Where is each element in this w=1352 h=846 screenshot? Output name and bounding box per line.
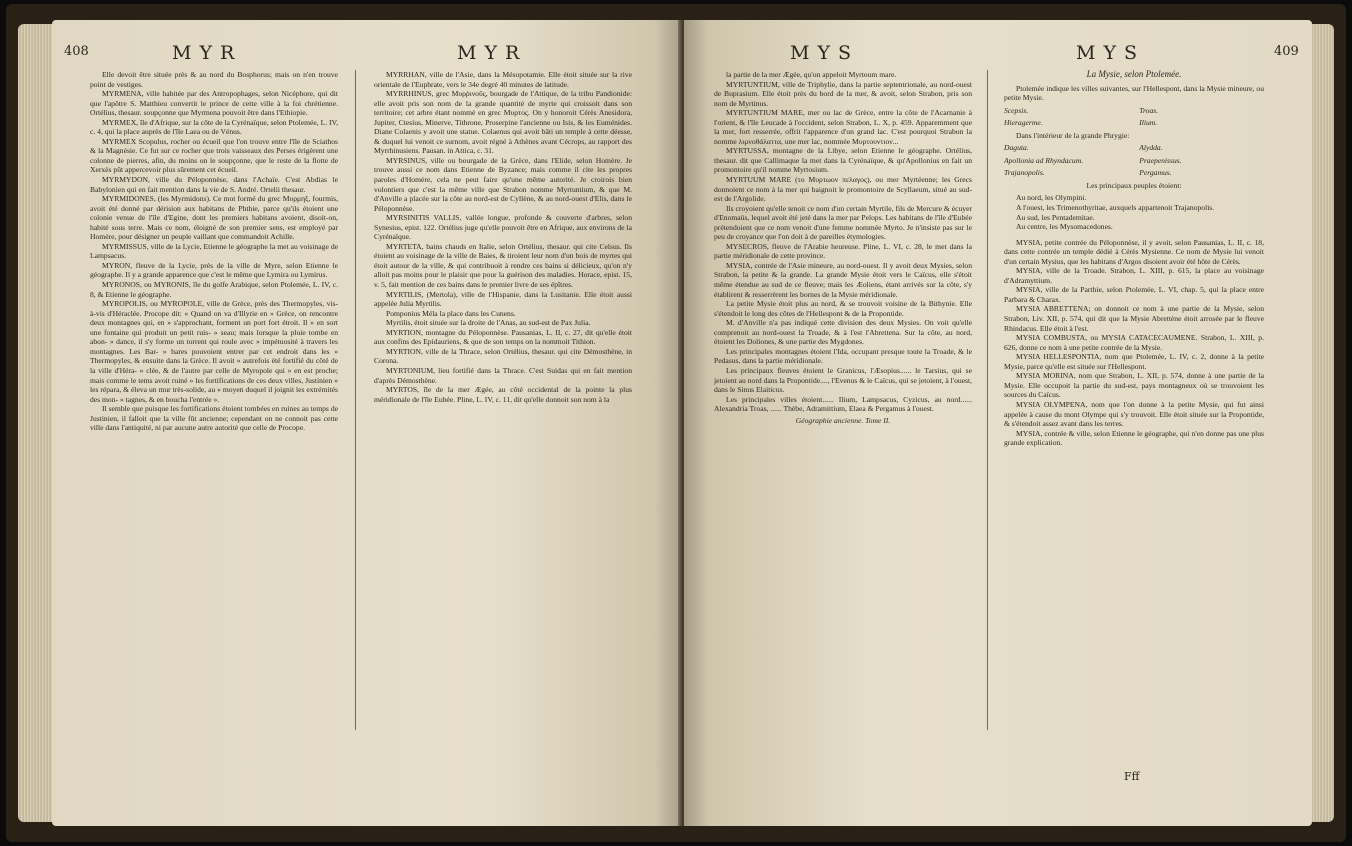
dictionary-entry: MYRRHINUS, grec Μυρῥινοῦς, bourgade de l'Attique, de la tribu Pandionide: elle avoit pris son nom de la grande quantité de myrte qui croissoit dans son territoire; cet arbre étant nommé en grec Μυρτος. On y honoroit Cérès Anesidora, Jupiter, Ctesius, Minerve, Tithrone, Proserpine l'ancienne ou Isis, & les Euménides. Diane Colaenis y avoit une statue. Colaenus qui avoit bâti un temple à cette déesse, & duquel lui venoit ce surnom, avoit régné à Athènes avant Cécrops, au rapport des Myrrhinusiens. Pausan. in Attica, c. 31. xyxy=(374,89,632,156)
left-page-column-2 xyxy=(374,70,632,404)
section-title: La Mysie, selon Ptolemée. xyxy=(1086,69,1182,79)
place-row xyxy=(1004,168,1264,178)
dictionary-entry: MYRTUSSA, montagne de la Libye, selon Etienne le géographe. Ortélius, thesaur. dit que Callimaque la met dans la Cyrénaïque, & qu'Apollonius en fait un promontoire qu'il nomme Myrtosium. xyxy=(714,146,972,175)
dictionary-entry: MYSECROS, fleuve de l'Arabie heureuse. Pline, L. VI, c. 28, le met dans la partie méridionale de cette province. xyxy=(714,241,972,261)
place-row xyxy=(1004,106,1264,116)
dictionary-entry: MYROPOLIS, ou MYROPOLE, ville de Grèce, près des Thermopyles, vis-à-vis d'Héraclée. Procope dit: « Quand on va d'Illyrie en » Grèce, on rencontre deux montagnes qui, en » s'approchant, forment un port fort étroit. Il » en sort une fontaine qui produit un petit ruis- » seau; mais lorsque la pluie tombe en abon- » dance, il s'y forme un torrent qui roule avec » impétuosité à travers les montagnes. Les Bar- » bares pouvoient entrer par cet endroit dans les » Thermopyles, & ensuite dans la Grèce. Il avoit » autrefois été fortifié du côté de la ville d'Héra- » clée, & de l'autre par celle de Myropole qui » en est proche; mais comme le tems avoit ruiné » les fortifications de ces deux villes, Justinien » les répara, & éleva un mur très-solide, au » moyen duquel il joignit les extrémités des mon- » tagnes, & en boucha l'entrée ». xyxy=(90,299,338,404)
dictionary-entry: La petite Mysie étoit plus au nord, & se trouvoit voisine de la Bithynie. Elle s'étendoit le long des côtes de l'Hellespont & de la Propontide. xyxy=(714,299,972,318)
dictionary-entry: MYSIA, contrée & ville, selon Etienne le géographe, qui n'en donne pas une plus grande explication. xyxy=(1004,428,1264,448)
dictionary-entry: M. d'Anville n'a pas indiqué cette division des deux Mysies. On voit qu'elle comprenoit au nord-ouest la Troade, & à l'est l'Abrettena. Sur la côte, au nord, étoient les Doliones, & une partie des Mygdones. xyxy=(714,318,972,347)
people-entry: Au nord, les Olympini. xyxy=(1016,193,1087,203)
right-page-column-2 xyxy=(1004,70,1264,448)
dictionary-entry: MYSIA OLYMPENA, nom que l'on donne à la petite Mysie, qui fut ainsi appelée à cause du mont Olympe qui s'y trouvoit. Elle étoit située sur la Propontide, & s'étendoit assez avant dans les terres. xyxy=(1004,399,1264,429)
dictionary-entry: MYRTUUM MARE (το Μυρτωον πελαγος), ou mer Myrtéenne; les Grecs donnoient ce nom à la mer qui baignoit le promontoire de Scyllaeum, situé au sud-est de l'Argolide. xyxy=(714,175,972,204)
peoples-title: Les principaux peuples étoient: xyxy=(1086,180,1182,190)
people-entry: Au sud, les Pentademitae. xyxy=(1016,212,1095,222)
volume-footer: Géographie ancienne. Tome II. xyxy=(795,415,891,425)
page-number-right: 409 xyxy=(1274,44,1299,59)
right-page-column-1 xyxy=(714,70,972,425)
place-name: Praepenissus. xyxy=(1139,155,1182,165)
dictionary-entry: MYSIA, contrée de l'Asie mineure, au nord-ouest. Il y avoit deux Mysies, selon Strabon, la petite & la grande. La grande Mysie étoit vers le Caïcus, elle s'étoit même étendue au sud de ce fleuve; mais les Æoliens, étant arrivés sur la côte, s'y établirent & resserrèrent les bornes de la Mysie méridionale. xyxy=(714,260,972,299)
dictionary-entry: MYRSINUS, ville ou bourgade de la Grèce, dans l'Elide, selon Homère. Je trouve aussi ce nom dans Etienne de Byzance; mais comme il cite les propres paroles d'Homère, cela ne peut faire qu'une même autorité. Je croirois bien volontiers que c'est la même ville que Strabon nomme Myrtuntium, & que M. d'Anville a placée sur la côte au nord-est de Cyllène, & au nord-ouest d'Elis, dans le Péloponnèse. xyxy=(374,155,632,213)
peoples-list xyxy=(1004,193,1264,231)
page-number-left: 408 xyxy=(64,44,89,59)
place-name: Trajanopolis. xyxy=(1004,168,1045,178)
place-name: Hieragerme. xyxy=(1004,118,1043,128)
dictionary-entry: MYRON, fleuve de la Lycie, près de la ville de Myre, selon Etienne le géographe. Il y a grande apparence que c'est le même que Lymira ou Lymirus. xyxy=(90,260,338,280)
dictionary-entry: MYRTUNTIUM MARE, mer ou lac de Grèce, entre la côte de l'Acarnanie à l'orient, & l'île Leucade à l'occident, selon Strabon, L. X, p. 459. Apparemment que la mer, fort resserrée, offrit l'apparence d'un grand lac. C'est pourquoi Strabon la nomme λιμνοθάλαττα, une mer lac, nommée Μυρτουντιον... xyxy=(714,108,972,146)
column-rule xyxy=(355,70,356,730)
dictionary-entry: MYRTION, ville de la Thrace, selon Ortélius, thesaur. qui cite Démosthène, in Corona. xyxy=(374,346,632,366)
running-head-right-1: MYS xyxy=(790,42,860,64)
dictionary-entry: MYRTUNTIUM, ville de Triphylie, dans la partie septentrionale, au nord-ouest de Buprasium. Elle étoit près du bord de la mer, & avoit, selon Strabon, pris son nom de Myrtinus. xyxy=(714,79,972,108)
place-row xyxy=(1004,156,1264,166)
left-page xyxy=(52,20,680,826)
people-entry: Au centre, les Mysomacedones. xyxy=(1016,222,1113,232)
dictionary-entry: MYRMEX Scopulus, rocher ou écueil que l'on trouve entre l'île de Sciathos & la Magnésie. Ce fut sur ce rocher que trois vaisseaux des Perses érigèrent une colonne de pierres, afin, du moins on le soupçonne, que le reste de la flotte de Xerxès pût appercevoir plus sûrement cet écueil. xyxy=(90,136,338,175)
place-name: Pergamus. xyxy=(1139,168,1172,178)
dictionary-entry: Pomponius Méla la place dans les Cunens. xyxy=(386,308,516,318)
place-name: Ilium. xyxy=(1139,118,1158,128)
section-intro: Ptolemée indique les villes suivantes, sur l'Hellespont, dans la Mysie mineure, ou petite Mysie. xyxy=(1004,83,1264,103)
city-list-phrygia xyxy=(1004,143,1264,178)
dictionary-entry: MYRSINITIS VALLIS, vallée longue, profonde & couverte d'arbres, selon Synesius, epist. 122. Ortélius juge qu'elle pouvoit être en Afrique, aux environs de la Cyrénaïque. xyxy=(374,213,632,242)
dictionary-entry: MYSIA MORINA, nom que Strabon, L. XII, p. 574, donne à une partie de la Mysie. Elle occupoit la partie du sud-est, pays montagneux où se trouvoient les sources du Caïcus. xyxy=(1004,371,1264,400)
dictionary-entry: MYRMISSUS, ville de la Lycie, Etienne le géographe la met au voisinage de Lampsacus. xyxy=(90,241,338,261)
column-rule-right xyxy=(987,70,988,730)
place-name: Daguta. xyxy=(1004,143,1029,153)
dictionary-entry: MYSIA HELLESPONTIA, nom que Ptolemée, L. IV, c. 2, donne à la petite Mysie, parce qu'elle est située sur l'Hellespont. xyxy=(1004,352,1264,371)
dictionary-entry: MYRONOS, ou MYRONIS, île du golfe Arabique, selon Ptolemée, L. IV, c. 8, & Etienne le géographe. xyxy=(90,280,338,299)
dictionary-entry: MYRMYDON, ville du Péloponnèse, dans l'Achaïe. C'est Abdias le Babylonien qui en fait mention dans la vie de S. André. Ortelii thesaur. xyxy=(90,175,338,194)
dictionary-entry: Myrtilis, étoit située sur la droite de l'Anas, au sud-est de Pax Julia. xyxy=(386,318,591,328)
place-name: Scepsis. xyxy=(1004,105,1029,115)
place-row xyxy=(1004,118,1264,128)
dictionary-entry: MYSIA ABRETTENA; on donnoit ce nom à une partie de la Mysie, selon Strabon, Liv. XII, p. 574, qui dit que la Mysie Abrettène étoit arrosée par le fleuve Rhindacus. Elle étoit à l'est. xyxy=(1004,304,1264,333)
dictionary-entry: Les principales montagnes étoient l'Ida, occupant presque toute la Troade, & le Pedasus, dans la partie méridionale. xyxy=(714,346,972,366)
dictionary-entry: MYRRHAN, ville de l'Asie, dans la Mésopotamie. Elle étoit située sur la rive orientale de l'Euphrate, vers le 34e degré 40 minutes de latitude. xyxy=(374,70,632,89)
dictionary-entry: MYSIA COMBUSTA, ou MYSIA CATACECAUMENE. Strabon, L. XIII, p. 626, donne ce nom à une petite contrée de la Mysie. xyxy=(1004,333,1264,352)
dictionary-entry: MYRTOS, île de la mer Ægée, au côté occidental de la pointe la plus méridionale de l'île Eubée. Pline, L. IV, c. 11, dit qu'elle donnoit son nom à la xyxy=(374,385,632,404)
section-mid-text: Dans l'intérieur de la grande Phrygie: xyxy=(1016,130,1130,140)
place-name: Troas. xyxy=(1139,105,1159,115)
people-entry: A l'ouest, les Trimenothyritae, auxquels appartenoit Trajanopolis. xyxy=(1016,203,1215,213)
dictionary-entry: MYSIA, ville de la Parthie, selon Ptolemée, L. VI, chap. 5, qui la place entre Parbara & Charax. xyxy=(1004,285,1264,304)
dictionary-entry: MYRTION, montagne du Péloponnèse. Pausanias, L. II, c. 27, dit qu'elle étoit aux confins des Epidauriens, & que de son temps on la nommoit Tithion. xyxy=(374,327,632,347)
dictionary-entry: MYRTONIUM, lieu fortifié dans la Thrace. C'est Suidas qui en fait mention d'après Démosthène. xyxy=(374,365,632,385)
book xyxy=(6,4,1346,842)
place-name: Alydda. xyxy=(1139,143,1163,153)
dictionary-entry: MYRMEX, île d'Afrique, sur la côte de la Cyrénaïque, selon Ptolemée, L. IV, c. 4, qui la place auprès de l'île Laea ou de Vénus. xyxy=(90,117,338,137)
dictionary-entry: Les principales villes étoient...... Ilium, Lampsacus, Cyzicus, au nord...... Alexandria Troas, ...... Thèbe, Adramittium, Elaea & Pergamus à l'ouest. xyxy=(714,394,972,414)
running-head-left-2: MYR xyxy=(457,42,528,64)
place-name: Apollonia ad Rhyndacum. xyxy=(1004,155,1084,165)
dictionary-entry: Ils croyoient qu'elle tenoit ce nom d'un certain Myrtile, fils de Mercure & écuyer d'Enomaüs, lequel avoit été jeté dans la mer par Pelops. Les habitans de l'île d'Eubée prétendoient que ce nom venoit d'une femme nommée Myrto. Je n'insiste pas sur le peu de croyance que l'on doit à de pareilles étymologies. xyxy=(714,203,972,242)
dictionary-entry: Les principaux fleuves étoient le Granicus, l'Æsopius...... le Tarsius, qui se jetoient au nord dans la Propontide...., l'Evenus & le Caïcus, qui se jetoient, à l'ouest, dans le Sinus Elaiticus. xyxy=(714,365,972,395)
dictionary-entry: MYRTETA, bains chauds en Italie, selon Ortélius, thesaur. qui cite Celsus. Ils étoient au voisinage de la ville de Baies, & tiroient leur nom d'un bois de myrtes qui étoit autour de la ville, & qui contribuoit à rendre ces bains si délicieux, qu'on n'y alloit pas moins pour le plaisir que pour la guérison des maladies. Horace, epist. 15, v. 5, fait mention de ces bains dans le premier livre de ses épîtres. xyxy=(374,241,632,290)
dictionary-entry: MYRMENA, ville habitée par des Antropophages, selon Nicéphore, qui dit que l'apôtre S. Matthieu convertit le prince de cette ville à la foi chrétienne. Ortélius, thesaur. soupçonne que Myrmena pouvoit être dans l'Ethiopie. xyxy=(90,89,338,118)
running-head-right-2: MYS xyxy=(1076,42,1146,64)
right-page xyxy=(684,20,1312,826)
dictionary-entry: MYSIA, ville de la Troade. Strabon, L. XIII, p. 615, la place au voisinage d'Adramyttium. xyxy=(1004,266,1264,285)
dictionary-entry: MYRMIDONES, (les Myrmidons). Ce mot formé du grec Μυρμηξ, fourmis, avoit été donné par dérision aux habitans de Phthie, parce qu'ils étoient une colonie venue de l'île d'Egine, dont les premiers habitans avoient, disoit-on, habité sous terre. Mais ce nom, éloigné de son premier sens, est employé par Homère, pour désigner un peuple vaillant que commandoit Achille. xyxy=(90,194,338,242)
dictionary-entry: Il semble que puisque les fortifications étoient tombées en ruines au temps de Justinien, il falloit que la ville fût ancienne; cependant on ne connoit pas cette ville dans l'antiquité, ni par aucune autre autorité que celle de Procope. xyxy=(90,404,338,433)
running-head-left-1: MYR xyxy=(172,42,243,64)
place-row xyxy=(1004,143,1264,153)
dictionary-entry: la partie de la mer Ægée, qu'on appeloit Myrtoum mare. xyxy=(726,70,897,79)
city-list-hellespont xyxy=(1004,106,1264,128)
dictionary-entry: MYSIA, petite contrée du Péloponnèse, il y avoit, selon Pausanias, L. II, c. 18, dans cette contrée un temple dédié à Cérès Mysienne. Ce nom de Mysie lui venoit d'un certain Mysius, que les habitans d'Argos disoient avoir été hôte de Cérès. xyxy=(1004,237,1264,266)
dictionary-entry: MYRTILIS, (Mertola), ville de l'Hispanie, dans la Lusitanie. Elle étoit aussi appelée Julia Myrtilis. xyxy=(374,289,632,309)
left-page-column-1 xyxy=(90,70,338,433)
signature-mark: Fff xyxy=(1124,770,1140,783)
dictionary-entry: Elle devoit être située près & au nord du Bosphorus; mais on n'en trouve point de vestiges. xyxy=(90,70,338,89)
